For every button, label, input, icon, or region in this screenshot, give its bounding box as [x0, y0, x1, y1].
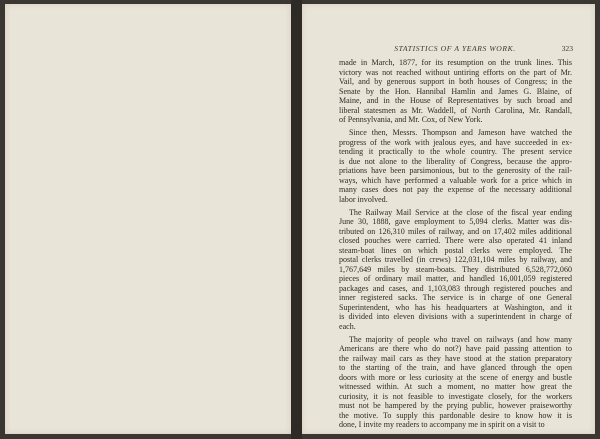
text-line: made in March, 1877, for its resumption on the trunk lines. This [339, 58, 572, 67]
text-line: of Pennsylvania, and Mr. Cox, of New York. [339, 115, 483, 124]
text-line: labor involved. [339, 194, 388, 204]
text-line: is due not alone to the liberality of Congress, because the appro- [339, 156, 572, 166]
body-text [339, 58, 572, 430]
running-title: STATISTICS OF A YEARS WORK. [394, 44, 516, 53]
text-line: closed pouches were carried. There were also operated 41 inland [339, 236, 572, 245]
text-line: the railway mail cars as they have stood at the station preparatory [339, 353, 572, 363]
paragraph [339, 335, 572, 430]
left-blank-page [5, 4, 291, 434]
text-line: Vail, and by generous support in both houses of Congress; in the [339, 77, 572, 86]
text-line: priations have been parsimonious, but to the generosity of the rail- [339, 166, 572, 175]
text-line: liberal statesmen as Mr. Waddell, of North Carolina, Mr. Randall, [339, 105, 572, 115]
text-line: done, I invite my readers to accompany me in spirit on a visit to [339, 420, 545, 429]
text-line: 1,767,649 miles by steam-boats. They distributed 6,528,772,060 [339, 264, 572, 274]
text-line: many cases does not pay the expense of the necessary additional [339, 185, 572, 194]
paragraph [339, 58, 572, 125]
text-line: June 30, 1888, gave employment to 5,094 clerks. Matter was dis- [339, 217, 572, 226]
book-gutter [291, 0, 302, 439]
text-line: ways, which have performed a valuable work for a price which in [339, 175, 572, 185]
text-line: Superintendent, who has his headquarters at Washington, and it [339, 302, 572, 312]
text-line: packages and cases, and 1,103,083 through registered pouches and [339, 283, 572, 293]
text-line: progress of the work with jealous eyes, and have succeeded in ex- [339, 137, 572, 147]
right-text-page [302, 4, 595, 434]
text-line: tending it practically to the whole country. The present service [339, 147, 572, 156]
text-line: The majority of people who travel on railways (and how many [349, 334, 572, 344]
text-line: the motive. To supply this pardonable desire to know how it is [339, 410, 572, 420]
paragraph [339, 128, 572, 204]
text-line: postal clerks travelled (in crews) 122,031,104 miles by railway, and [339, 255, 572, 264]
text-line: tributed on 126,310 miles of railway, and on 17,402 miles additional [339, 226, 572, 236]
text-line: steam-boat lines on which postal clerks were employed. The [339, 245, 572, 255]
text-line: Since then, Messrs. Thompson and Jameson have watched the [349, 128, 572, 137]
text-line: curiosity, it is not feasible to investigate closely, for the workers [339, 391, 572, 401]
text-line: victory was not reached without untiring efforts on the part of Mr. [339, 67, 572, 77]
text-line: Maine, and in the House of Representatives by such broad and [339, 96, 572, 105]
page-number: 323 [561, 44, 573, 53]
text-line: is divided into eleven divisions with a superintendent in charge of [339, 312, 572, 321]
text-line: Senate by the Hon. Hannibal Hamlin and James G. Blaine, of [339, 86, 572, 96]
text-line: witnessed within. At such a moment, no matter how great the [339, 382, 572, 391]
text-line: must not be hampered by the prying public, however praiseworthy [339, 401, 572, 410]
text-line: to the starting of the train, and have glanced through the open [339, 363, 572, 372]
text-line: each. [339, 321, 356, 331]
text-line: inner registered sacks. The service is in charge of one General [339, 293, 572, 302]
text-line: Americans are there who do not?) have paid passing attention to [339, 344, 572, 353]
text-line: The Railway Mail Service at the close of the fiscal year ending [349, 207, 572, 217]
running-head [337, 44, 573, 56]
text-line: doors with more or less curiosity at the scene of energy and bustle [339, 372, 572, 382]
paragraph [339, 208, 572, 332]
text-line: pieces of ordinary mail matter, and handled 16,001,059 registered [339, 274, 572, 283]
